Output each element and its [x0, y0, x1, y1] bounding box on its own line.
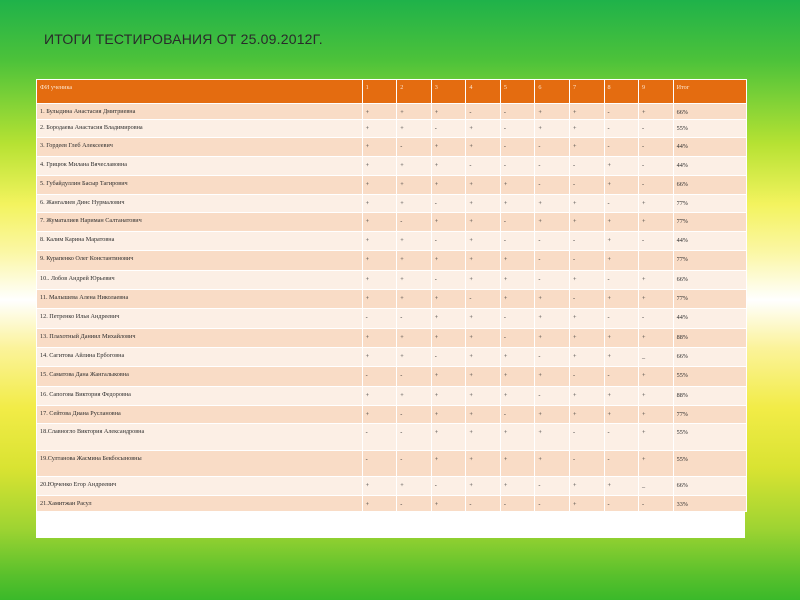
task-4-mark-cell: + — [466, 387, 501, 406]
header-task-3: 3 — [431, 80, 466, 104]
task-1-mark-cell: + — [362, 387, 397, 406]
task-3-mark-cell: + — [431, 424, 466, 451]
task-2-mark-cell: - — [397, 424, 432, 451]
task-6-mark-cell: + — [535, 329, 570, 348]
header-student-name: ФИ ученика — [37, 80, 363, 104]
student-name-cell: 11. Малышева Алена Николаевна — [37, 290, 363, 309]
task-5-mark-cell: - — [500, 138, 535, 157]
task-5-mark-cell: - — [500, 309, 535, 329]
task-7-mark-cell: + — [569, 348, 604, 367]
task-1-mark-cell: + — [362, 348, 397, 367]
task-5-mark-cell: + — [500, 271, 535, 290]
total-score-cell: 77% — [673, 251, 746, 271]
task-9-mark-cell: _ — [639, 477, 674, 496]
task-6-mark-cell: + — [535, 406, 570, 424]
table-row — [37, 232, 747, 251]
table-row — [37, 251, 747, 271]
task-5-mark-cell: - — [500, 104, 535, 120]
task-1-mark-cell: + — [362, 496, 397, 512]
task-8-mark-cell: - — [604, 195, 639, 213]
task-3-mark-cell: + — [431, 406, 466, 424]
task-6-mark-cell: + — [535, 213, 570, 232]
task-7-mark-cell: - — [569, 451, 604, 477]
task-1-mark-cell: + — [362, 138, 397, 157]
total-score-cell: 33% — [673, 496, 746, 512]
table-header-row — [37, 80, 747, 104]
task-6-mark-cell: - — [535, 348, 570, 367]
header-task-9: 9 — [639, 80, 674, 104]
task-4-mark-cell: + — [466, 451, 501, 477]
table-row — [37, 104, 747, 120]
table-row — [37, 138, 747, 157]
total-score-cell: 66% — [673, 348, 746, 367]
task-8-mark-cell: + — [604, 213, 639, 232]
task-4-mark-cell: + — [466, 477, 501, 496]
total-score-cell: 66% — [673, 271, 746, 290]
task-6-mark-cell: + — [535, 290, 570, 309]
task-9-mark-cell: - — [639, 309, 674, 329]
task-4-mark-cell: + — [466, 406, 501, 424]
header-task-4: 4 — [466, 80, 501, 104]
task-2-mark-cell: + — [397, 120, 432, 138]
total-score-cell: 55% — [673, 451, 746, 477]
task-7-mark-cell: + — [569, 309, 604, 329]
task-2-mark-cell: + — [397, 477, 432, 496]
student-name-cell: 21.Хамитжан Расул — [37, 496, 363, 512]
task-4-mark-cell: + — [466, 251, 501, 271]
task-7-mark-cell: - — [569, 232, 604, 251]
table-row — [37, 329, 747, 348]
task-2-mark-cell: + — [397, 290, 432, 309]
task-1-mark-cell: + — [362, 120, 397, 138]
task-7-mark-cell: + — [569, 329, 604, 348]
task-2-mark-cell: + — [397, 104, 432, 120]
task-1-mark-cell: + — [362, 213, 397, 232]
task-2-mark-cell: + — [397, 329, 432, 348]
task-9-mark-cell: + — [639, 329, 674, 348]
task-9-mark-cell: - — [639, 157, 674, 176]
task-3-mark-cell: + — [431, 329, 466, 348]
results-table-container — [36, 79, 745, 538]
task-1-mark-cell: + — [362, 406, 397, 424]
task-5-mark-cell: - — [500, 406, 535, 424]
task-6-mark-cell: + — [535, 309, 570, 329]
task-6-mark-cell: - — [535, 387, 570, 406]
task-3-mark-cell: + — [431, 138, 466, 157]
task-1-mark-cell: + — [362, 329, 397, 348]
task-8-mark-cell: - — [604, 367, 639, 387]
task-4-mark-cell: + — [466, 195, 501, 213]
task-7-mark-cell: - — [569, 251, 604, 271]
task-3-mark-cell: - — [431, 271, 466, 290]
task-3-mark-cell: + — [431, 157, 466, 176]
task-9-mark-cell: - — [639, 176, 674, 195]
task-9-mark-cell: + — [639, 451, 674, 477]
task-3-mark-cell: + — [431, 496, 466, 512]
task-1-mark-cell: + — [362, 232, 397, 251]
task-9-mark-cell: + — [639, 406, 674, 424]
header-task-2: 2 — [397, 80, 432, 104]
task-7-mark-cell: - — [569, 424, 604, 451]
task-3-mark-cell: - — [431, 232, 466, 251]
header-task-6: 6 — [535, 80, 570, 104]
task-4-mark-cell: + — [466, 309, 501, 329]
task-4-mark-cell: + — [466, 120, 501, 138]
task-3-mark-cell: + — [431, 309, 466, 329]
task-1-mark-cell: - — [362, 367, 397, 387]
task-7-mark-cell: + — [569, 138, 604, 157]
task-4-mark-cell: - — [466, 157, 501, 176]
task-5-mark-cell: + — [500, 387, 535, 406]
task-4-mark-cell: + — [466, 424, 501, 451]
task-4-mark-cell: + — [466, 176, 501, 195]
task-5-mark-cell: - — [500, 232, 535, 251]
table-row — [37, 195, 747, 213]
task-2-mark-cell: - — [397, 406, 432, 424]
task-2-mark-cell: + — [397, 348, 432, 367]
task-8-mark-cell: + — [604, 251, 639, 271]
task-1-mark-cell: + — [362, 104, 397, 120]
student-name-cell: 15. Саматова Дана Жангалыковна — [37, 367, 363, 387]
student-name-cell: 2. Бородаева Анастасия Владимировна — [37, 120, 363, 138]
task-9-mark-cell: + — [639, 367, 674, 387]
task-9-mark-cell: + — [639, 271, 674, 290]
task-4-mark-cell: - — [466, 290, 501, 309]
task-8-mark-cell: - — [604, 424, 639, 451]
total-score-cell: 88% — [673, 387, 746, 406]
table-row — [37, 271, 747, 290]
task-9-mark-cell: + — [639, 104, 674, 120]
task-1-mark-cell: + — [362, 271, 397, 290]
table-row — [37, 290, 747, 309]
total-score-cell: 77% — [673, 406, 746, 424]
task-3-mark-cell: + — [431, 176, 466, 195]
task-8-mark-cell: - — [604, 104, 639, 120]
task-1-mark-cell: - — [362, 424, 397, 451]
table-row — [37, 309, 747, 329]
task-6-mark-cell: - — [535, 176, 570, 195]
student-name-cell: 13. Плахотный Даниил Михайлович — [37, 329, 363, 348]
total-score-cell: 44% — [673, 157, 746, 176]
task-8-mark-cell: + — [604, 387, 639, 406]
task-2-mark-cell: - — [397, 496, 432, 512]
table-row — [37, 176, 747, 195]
task-4-mark-cell: - — [466, 496, 501, 512]
task-3-mark-cell: + — [431, 104, 466, 120]
student-name-cell: 4. Грицюк Милана Вячеславовна — [37, 157, 363, 176]
results-table — [36, 79, 747, 512]
student-name-cell: 9. Курапенко Олег Константинович — [37, 251, 363, 271]
task-4-mark-cell: + — [466, 367, 501, 387]
header-task-5: 5 — [500, 80, 535, 104]
header-task-7: 7 — [569, 80, 604, 104]
task-7-mark-cell: + — [569, 213, 604, 232]
task-3-mark-cell: + — [431, 290, 466, 309]
task-5-mark-cell: + — [500, 348, 535, 367]
task-8-mark-cell: - — [604, 138, 639, 157]
table-row — [37, 367, 747, 387]
task-9-mark-cell: - — [639, 138, 674, 157]
task-3-mark-cell: - — [431, 195, 466, 213]
task-5-mark-cell: - — [500, 329, 535, 348]
task-4-mark-cell: - — [466, 104, 501, 120]
table-row — [37, 451, 747, 477]
task-8-mark-cell: + — [604, 329, 639, 348]
table-row — [37, 348, 747, 367]
total-score-cell: 44% — [673, 232, 746, 251]
task-3-mark-cell: - — [431, 120, 466, 138]
task-3-mark-cell: + — [431, 251, 466, 271]
task-6-mark-cell: + — [535, 195, 570, 213]
total-score-cell: 66% — [673, 176, 746, 195]
total-score-cell: 55% — [673, 120, 746, 138]
task-2-mark-cell: - — [397, 309, 432, 329]
task-8-mark-cell: + — [604, 290, 639, 309]
task-7-mark-cell: - — [569, 290, 604, 309]
task-4-mark-cell: + — [466, 213, 501, 232]
task-1-mark-cell: - — [362, 451, 397, 477]
task-9-mark-cell: + — [639, 387, 674, 406]
task-3-mark-cell: + — [431, 451, 466, 477]
header-task-1: 1 — [362, 80, 397, 104]
task-5-mark-cell: + — [500, 195, 535, 213]
task-9-mark-cell: - — [639, 232, 674, 251]
task-2-mark-cell: + — [397, 251, 432, 271]
task-4-mark-cell: + — [466, 271, 501, 290]
student-name-cell: 16. Сапогова Виктория Федоровна — [37, 387, 363, 406]
task-7-mark-cell: + — [569, 104, 604, 120]
task-5-mark-cell: + — [500, 251, 535, 271]
total-score-cell: 55% — [673, 424, 746, 451]
task-2-mark-cell: + — [397, 195, 432, 213]
task-4-mark-cell: + — [466, 138, 501, 157]
task-1-mark-cell: + — [362, 251, 397, 271]
task-9-mark-cell: + — [639, 213, 674, 232]
task-8-mark-cell: - — [604, 451, 639, 477]
task-4-mark-cell: + — [466, 232, 501, 251]
task-6-mark-cell: - — [535, 157, 570, 176]
task-6-mark-cell: + — [535, 367, 570, 387]
task-8-mark-cell: + — [604, 477, 639, 496]
student-name-cell: 17. Сейтова Диана Руслановна — [37, 406, 363, 424]
total-score-cell: 77% — [673, 290, 746, 309]
total-score-cell: 44% — [673, 309, 746, 329]
task-8-mark-cell: - — [604, 120, 639, 138]
task-5-mark-cell: + — [500, 176, 535, 195]
task-3-mark-cell: + — [431, 387, 466, 406]
header-task-8: 8 — [604, 80, 639, 104]
task-2-mark-cell: - — [397, 367, 432, 387]
task-3-mark-cell: - — [431, 477, 466, 496]
task-8-mark-cell: - — [604, 309, 639, 329]
student-name-cell: 18.Славногло Виктория Александровна — [37, 424, 363, 451]
total-score-cell: 66% — [673, 104, 746, 120]
task-5-mark-cell: + — [500, 477, 535, 496]
task-1-mark-cell: + — [362, 477, 397, 496]
task-2-mark-cell: + — [397, 271, 432, 290]
task-8-mark-cell: + — [604, 232, 639, 251]
task-7-mark-cell: - — [569, 367, 604, 387]
task-8-mark-cell: - — [604, 496, 639, 512]
table-row — [37, 406, 747, 424]
task-8-mark-cell: + — [604, 157, 639, 176]
table-row — [37, 157, 747, 176]
task-1-mark-cell: + — [362, 176, 397, 195]
task-5-mark-cell: - — [500, 120, 535, 138]
task-7-mark-cell: - — [569, 157, 604, 176]
task-6-mark-cell: - — [535, 232, 570, 251]
task-2-mark-cell: + — [397, 176, 432, 195]
task-1-mark-cell: + — [362, 157, 397, 176]
task-9-mark-cell: - — [639, 496, 674, 512]
student-name-cell: 8. Калим Карина Маратовна — [37, 232, 363, 251]
task-7-mark-cell: + — [569, 477, 604, 496]
task-8-mark-cell: - — [604, 271, 639, 290]
task-5-mark-cell: - — [500, 157, 535, 176]
student-name-cell: 6. Жангалиев Динс Нурмалович — [37, 195, 363, 213]
header-total: Итог — [673, 80, 746, 104]
task-7-mark-cell: + — [569, 406, 604, 424]
student-name-cell: 14. Сагитова Айлина Ербоговна — [37, 348, 363, 367]
task-7-mark-cell: + — [569, 496, 604, 512]
task-9-mark-cell: + — [639, 290, 674, 309]
task-9-mark-cell: + — [639, 424, 674, 451]
student-name-cell: 10.. Лобов Андрей Юрьевич — [37, 271, 363, 290]
task-8-mark-cell: + — [604, 406, 639, 424]
student-name-cell: 12. Петренко Илья Андреевич — [37, 309, 363, 329]
task-9-mark-cell: - — [639, 120, 674, 138]
task-7-mark-cell: - — [569, 176, 604, 195]
task-6-mark-cell: - — [535, 251, 570, 271]
task-7-mark-cell: + — [569, 195, 604, 213]
task-2-mark-cell: - — [397, 451, 432, 477]
table-row — [37, 120, 747, 138]
task-3-mark-cell: - — [431, 348, 466, 367]
task-5-mark-cell: - — [500, 496, 535, 512]
student-name-cell: 5. Губайдуллин Басыр Тагирович — [37, 176, 363, 195]
total-score-cell: 77% — [673, 213, 746, 232]
table-row — [37, 496, 747, 512]
task-4-mark-cell: + — [466, 348, 501, 367]
task-6-mark-cell: + — [535, 104, 570, 120]
table-row — [37, 387, 747, 406]
task-4-mark-cell: + — [466, 329, 501, 348]
task-6-mark-cell: + — [535, 424, 570, 451]
total-score-cell: 66% — [673, 477, 746, 496]
task-7-mark-cell: + — [569, 387, 604, 406]
total-score-cell: 55% — [673, 367, 746, 387]
task-8-mark-cell: + — [604, 348, 639, 367]
task-2-mark-cell: - — [397, 213, 432, 232]
table-body — [37, 104, 747, 512]
task-2-mark-cell: - — [397, 138, 432, 157]
task-6-mark-cell: - — [535, 271, 570, 290]
task-9-mark-cell — [639, 251, 674, 271]
task-6-mark-cell: - — [535, 477, 570, 496]
task-9-mark-cell: _ — [639, 348, 674, 367]
task-5-mark-cell: + — [500, 367, 535, 387]
task-6-mark-cell: - — [535, 496, 570, 512]
task-6-mark-cell: + — [535, 120, 570, 138]
student-name-cell: 20.Юрченко Егор Андреевич — [37, 477, 363, 496]
task-7-mark-cell: + — [569, 120, 604, 138]
task-5-mark-cell: + — [500, 290, 535, 309]
task-1-mark-cell: + — [362, 195, 397, 213]
task-2-mark-cell: + — [397, 232, 432, 251]
task-1-mark-cell: - — [362, 309, 397, 329]
slide-title: ИТОГИ ТЕСТИРОВАНИЯ ОТ 25.09.2012Г. — [44, 31, 323, 47]
total-score-cell: 44% — [673, 138, 746, 157]
task-1-mark-cell: + — [362, 290, 397, 309]
task-7-mark-cell: + — [569, 271, 604, 290]
task-3-mark-cell: + — [431, 213, 466, 232]
student-name-cell: 3. Гордеев Глеб Алексеевич — [37, 138, 363, 157]
table-row — [37, 213, 747, 232]
task-6-mark-cell: - — [535, 138, 570, 157]
table-row — [37, 424, 747, 451]
student-name-cell: 7. Жуматалиев Нариман Салтанатович — [37, 213, 363, 232]
task-5-mark-cell: + — [500, 424, 535, 451]
task-2-mark-cell: + — [397, 157, 432, 176]
student-name-cell: 1. Булыдина Анастасия Дмитриевна — [37, 104, 363, 120]
total-score-cell: 88% — [673, 329, 746, 348]
task-5-mark-cell: - — [500, 213, 535, 232]
table-row — [37, 477, 747, 496]
task-8-mark-cell: + — [604, 176, 639, 195]
task-9-mark-cell: + — [639, 195, 674, 213]
task-3-mark-cell: + — [431, 367, 466, 387]
task-2-mark-cell: + — [397, 387, 432, 406]
task-5-mark-cell: + — [500, 451, 535, 477]
student-name-cell: 19.Султанова Жасмина Бекбосыновны — [37, 451, 363, 477]
total-score-cell: 77% — [673, 195, 746, 213]
task-6-mark-cell: + — [535, 451, 570, 477]
